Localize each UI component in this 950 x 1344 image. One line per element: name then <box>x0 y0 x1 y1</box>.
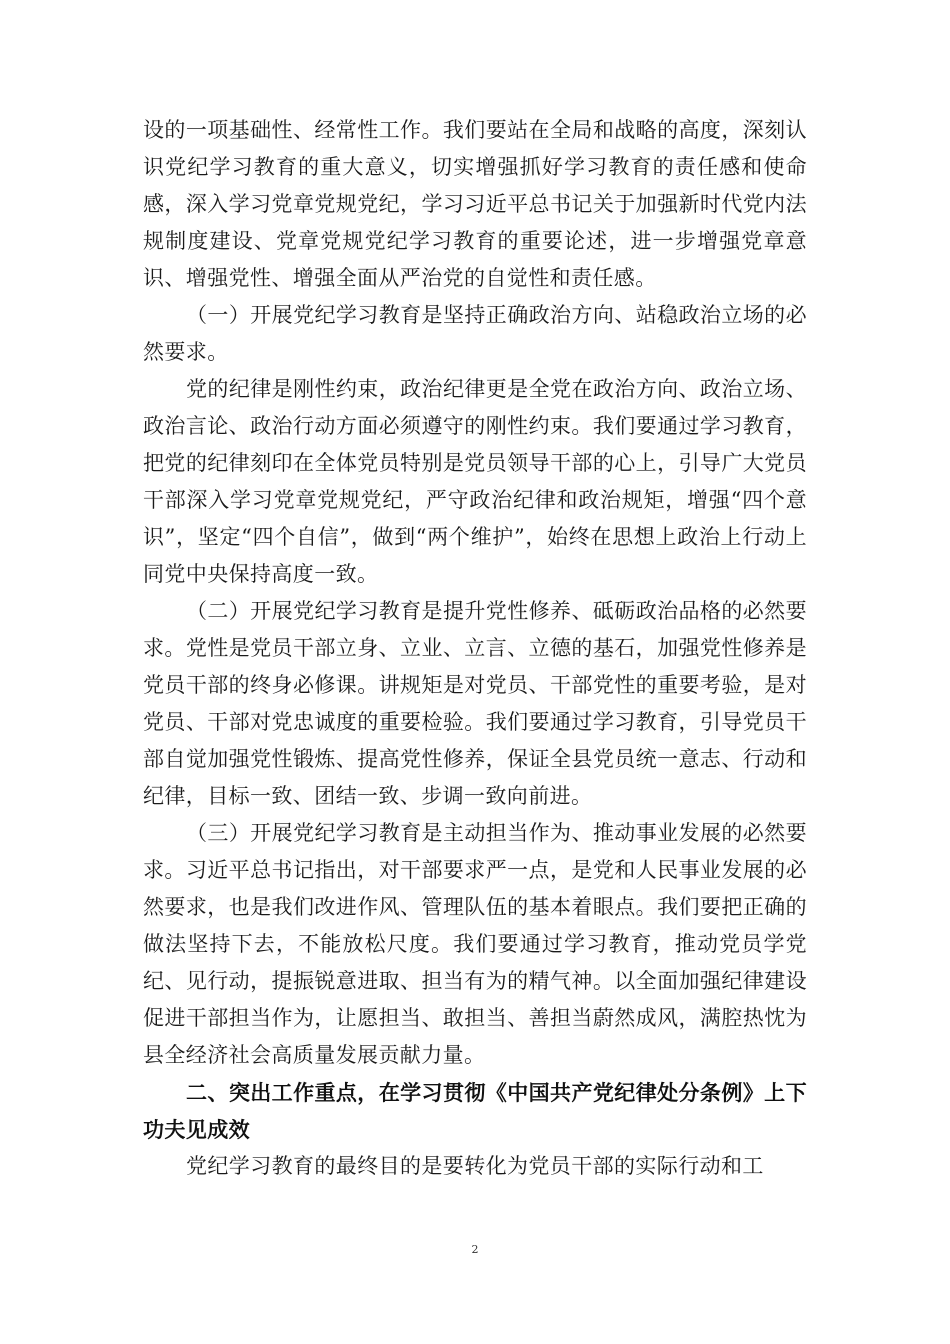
paragraph-final-goal: 党纪学习教育的最终目的是要转化为党员干部的实际行动和工 <box>186 1154 764 1178</box>
section-heading-two: 二、突出工作重点，在学习贯彻《中国共产党纪律处分条例》上下功夫见成效 <box>143 1080 807 1142</box>
subheading-one: （一）开展党纪学习教育是坚持正确政治方向、站稳政治立场的必然要求。 <box>143 303 807 364</box>
document-body <box>143 112 807 1185</box>
page-number: 2 <box>471 1243 479 1256</box>
subheading-two-paragraph: （二）开展党纪学习教育是提升党性修养、砥砺政治品格的必然要求。党性是党员干部立身、立业、立言、立德的基石，加强党性修养是党员干部的终身必修课。讲规矩是对党员、干部党性的重要考验，是对党员、干部对党忠诚度的重要检验。我们要通过学习教育，引导党员干部自觉加强党性锻炼、提高党性修养，保证全县党员统一意志、行动和纪律，目标一致、团结一致、步调一致向前进。 <box>143 599 807 808</box>
paragraph-continuation: 设的一项基础性、经常性工作。我们要站在全局和战略的高度，深刻认识党纪学习教育的重大意义，切实增强抓好学习教育的责任感和使命感，深入学习党章党规党纪，学习习近平总书记关于加强新时代党内法规制度建设、党章党规党纪学习教育的重要论述，进一步增强党章意识、增强党性、增强全面从严治党的自觉性和责任感。 <box>143 118 807 290</box>
subheading-three-paragraph: （三）开展党纪学习教育是主动担当作为、推动事业发展的必然要求。习近平总书记指出，对干部要求严一点，是党和人民事业发展的必然要求，也是我们改进作风、管理队伍的基本着眼点。我们要把正确的做法坚持下去，不能放松尺度。我们要通过学习教育，推动党员学党纪、见行动，提振锐意进取、担当有为的精气神。以全面加强纪律建设促进干部担当作为，让愿担当、敢担当、善担当蔚然成风，满腔热忱为县全经济社会高质量发展贡献力量。 <box>143 821 807 1067</box>
paragraph-party-discipline: 党的纪律是刚性约束，政治纪律更是全党在政治方向、政治立场、政治言论、政治行动方面必须遵守的刚性约束。我们要通过学习教育，把党的纪律刻印在全体党员特别是党员领导干部的心上，引导广大党员干部深入学习党章党规党纪，严守政治纪律和政治规矩，增强“四个意识”，坚定“四个自信”，做到“两个维护”，始终在思想上政治上行动上同党中央保持高度一致。 <box>143 377 807 586</box>
